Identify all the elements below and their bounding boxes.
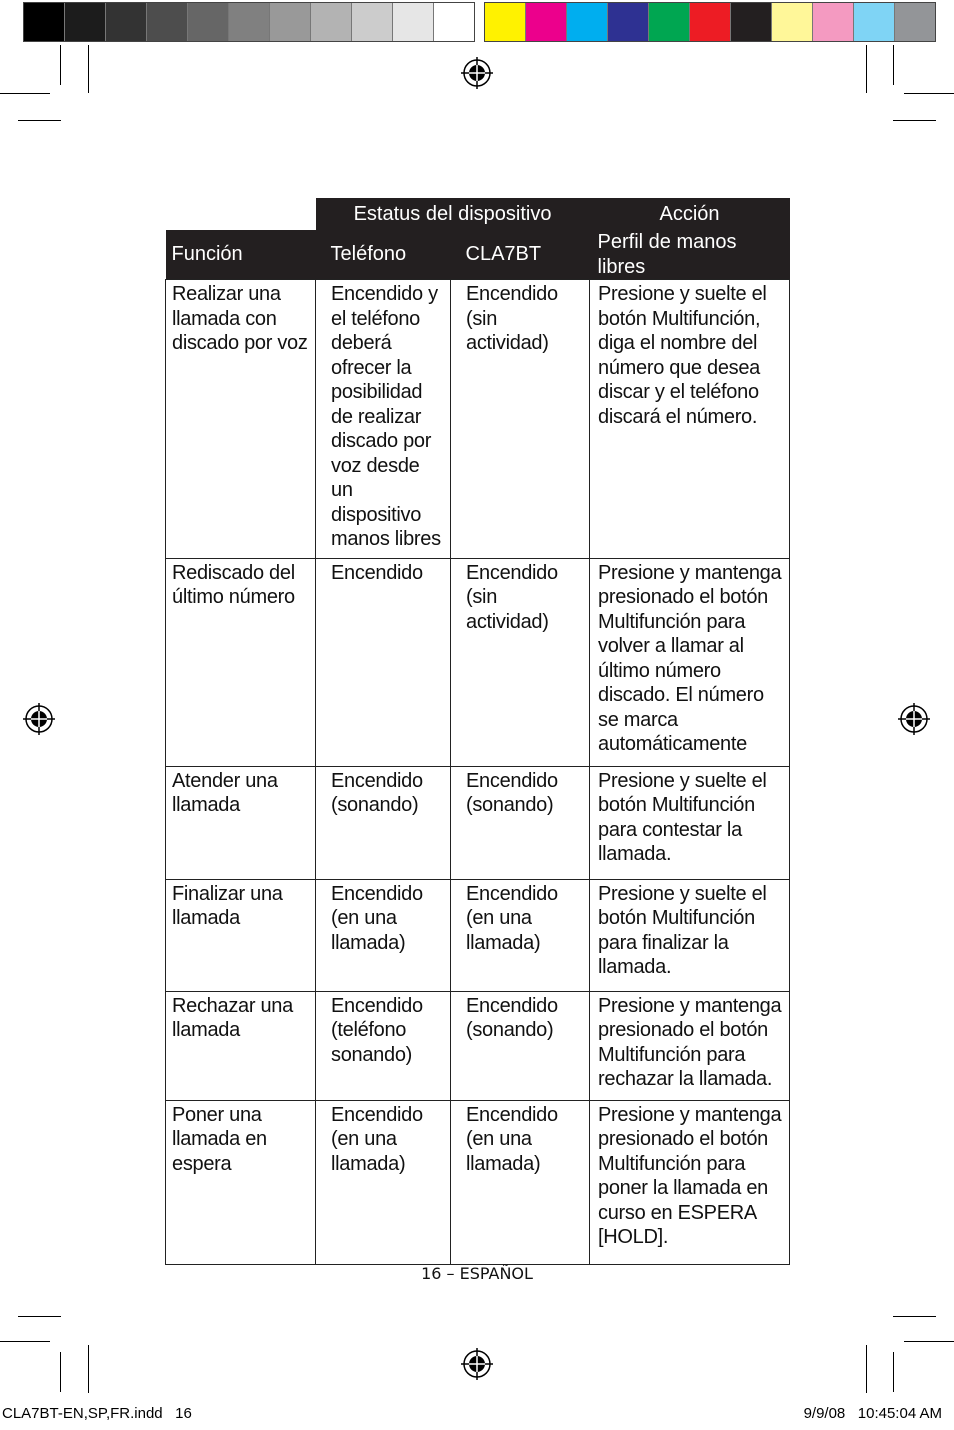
cell-phone xyxy=(316,879,451,991)
crop-mark xyxy=(893,1316,936,1317)
cell-text: Rechazar una llamada xyxy=(172,994,293,1041)
cell-function xyxy=(166,1100,316,1264)
cell-text: Presione y mantenga presionado el botón Multifunción para rechazar la llamada. xyxy=(598,994,782,1090)
table-row xyxy=(166,280,790,559)
cell-action xyxy=(590,991,790,1100)
crop-mark xyxy=(60,45,61,85)
cell-text: Encendido (sin actividad) xyxy=(466,283,558,354)
table-row xyxy=(166,1100,790,1264)
column-header-device: CLA7BT xyxy=(451,230,590,280)
cell-text: Encendido (sonando) xyxy=(331,769,423,816)
cell-text: Presione y mantenga presionado el botón Multifunción para poner la llamada en curso en ESPERA [HOLD]. xyxy=(598,1103,782,1248)
cell-text: Presione y mantenga presionado el botón Multifunción para volver a llamar al último número discado. El número se marca automáticamente xyxy=(598,561,782,755)
crop-mark xyxy=(18,120,61,121)
color-swatch xyxy=(690,3,731,41)
cell-device xyxy=(451,1100,590,1264)
cell-text: Presione y suelte el botón Multifunción para finalizar la llamada. xyxy=(598,882,767,978)
column-header-row xyxy=(166,230,790,280)
cell-function xyxy=(166,766,316,879)
cell-text: Presione y suelte el botón Multifunción, diga el nombre del número que desea discar y el teléfono discará el número. xyxy=(598,283,767,428)
column-header-function: Función xyxy=(166,230,316,280)
color-swatch xyxy=(526,3,567,41)
cell-device xyxy=(451,766,590,879)
cell-text: Rediscado del último número xyxy=(172,561,295,608)
registration-mark-icon xyxy=(898,703,930,735)
cell-text: Encendido (sin actividad) xyxy=(466,561,558,633)
cell-action xyxy=(590,766,790,879)
color-swatch xyxy=(147,3,188,41)
cell-text: Encendido (en una llamada) xyxy=(466,882,558,954)
color-swatch xyxy=(106,3,147,41)
cell-text: Atender una llamada xyxy=(172,769,278,816)
header-spacer xyxy=(166,198,316,230)
color-swatch xyxy=(24,3,65,41)
color-swatch xyxy=(270,3,311,41)
cell-phone xyxy=(316,991,451,1100)
cell-text: Encendido y el teléfono deberá ofrecer la posibilidad de realizar discado por voz desde un dispositivo manos libres xyxy=(331,283,441,550)
cell-text: Encendido (en una llamada) xyxy=(466,1103,558,1175)
cell-phone xyxy=(316,558,451,766)
color-swatch xyxy=(649,3,690,41)
cell-function xyxy=(166,879,316,991)
crop-mark xyxy=(893,1352,894,1392)
crop-mark xyxy=(18,1316,61,1317)
cell-text: Encendido (en una llamada) xyxy=(331,882,423,954)
cell-text: Realizar una llamada con discado por voz xyxy=(172,283,308,354)
table-row xyxy=(166,766,790,879)
registration-mark-icon xyxy=(23,703,55,735)
crop-mark xyxy=(88,45,89,93)
cell-function xyxy=(166,280,316,559)
cell-text: Presione y suelte el botón Multifunción para contestar la llamada. xyxy=(598,769,767,865)
header-device-status: Estatus del dispositivo xyxy=(316,198,590,230)
table-row xyxy=(166,991,790,1100)
date-slug: 9/9/08 10:45:04 AM xyxy=(803,1405,942,1422)
table-row xyxy=(166,879,790,991)
color-swatch xyxy=(65,3,106,41)
cell-text: Finalizar una llamada xyxy=(172,882,283,929)
crop-mark xyxy=(0,1341,50,1342)
function-table xyxy=(165,198,790,1265)
cell-text: Poner una llamada en espera xyxy=(172,1103,267,1175)
cell-text: Encendido (sonando) xyxy=(466,769,558,816)
cell-function xyxy=(166,558,316,766)
color-swatch xyxy=(731,3,772,41)
crop-mark xyxy=(866,45,867,93)
crop-mark xyxy=(893,120,936,121)
color-swatch xyxy=(229,3,270,41)
crop-mark xyxy=(904,93,954,94)
crop-mark xyxy=(866,1345,867,1393)
header-action: Acción xyxy=(590,198,790,230)
registration-mark-icon xyxy=(461,1348,493,1380)
cell-text: Encendido (teléfono sonando) xyxy=(331,994,423,1066)
crop-mark xyxy=(88,1345,89,1393)
cell-device xyxy=(451,558,590,766)
crop-mark xyxy=(904,1341,954,1342)
cell-phone xyxy=(316,280,451,559)
cell-action xyxy=(590,879,790,991)
color-calibration-strip xyxy=(484,2,936,42)
color-swatch xyxy=(895,3,935,41)
table-row xyxy=(166,558,790,766)
color-swatch xyxy=(813,3,854,41)
color-swatch xyxy=(311,3,352,41)
crop-mark xyxy=(60,1352,61,1392)
color-swatch xyxy=(188,3,229,41)
cell-text: Encendido (sonando) xyxy=(466,994,558,1041)
color-swatch xyxy=(485,3,526,41)
cell-device xyxy=(451,879,590,991)
cell-phone xyxy=(316,1100,451,1264)
crop-mark xyxy=(0,93,50,94)
file-slug: CLA7BT-EN,SP,FR.indd 16 xyxy=(2,1405,192,1422)
cell-device xyxy=(451,991,590,1100)
cell-phone xyxy=(316,766,451,879)
color-swatch xyxy=(434,3,474,41)
gray-calibration-strip xyxy=(23,2,475,42)
color-swatch xyxy=(854,3,895,41)
color-swatch xyxy=(608,3,649,41)
cell-text: Encendido (en una llamada) xyxy=(331,1103,423,1175)
cell-action xyxy=(590,1100,790,1264)
color-swatch xyxy=(567,3,608,41)
cell-text: Encendido xyxy=(331,561,423,584)
cell-device xyxy=(451,280,590,559)
column-header-profile: Perfil de manos libres xyxy=(590,230,790,280)
page-number-label: 16 – ESPAÑOL xyxy=(421,1264,533,1283)
color-swatch xyxy=(393,3,434,41)
group-header-row xyxy=(166,198,790,230)
cell-function xyxy=(166,991,316,1100)
column-header-phone: Teléfono xyxy=(316,230,451,280)
registration-mark-icon xyxy=(461,57,493,89)
cell-action xyxy=(590,280,790,559)
cell-action xyxy=(590,558,790,766)
crop-mark xyxy=(893,45,894,85)
color-swatch xyxy=(772,3,813,41)
color-swatch xyxy=(352,3,393,41)
